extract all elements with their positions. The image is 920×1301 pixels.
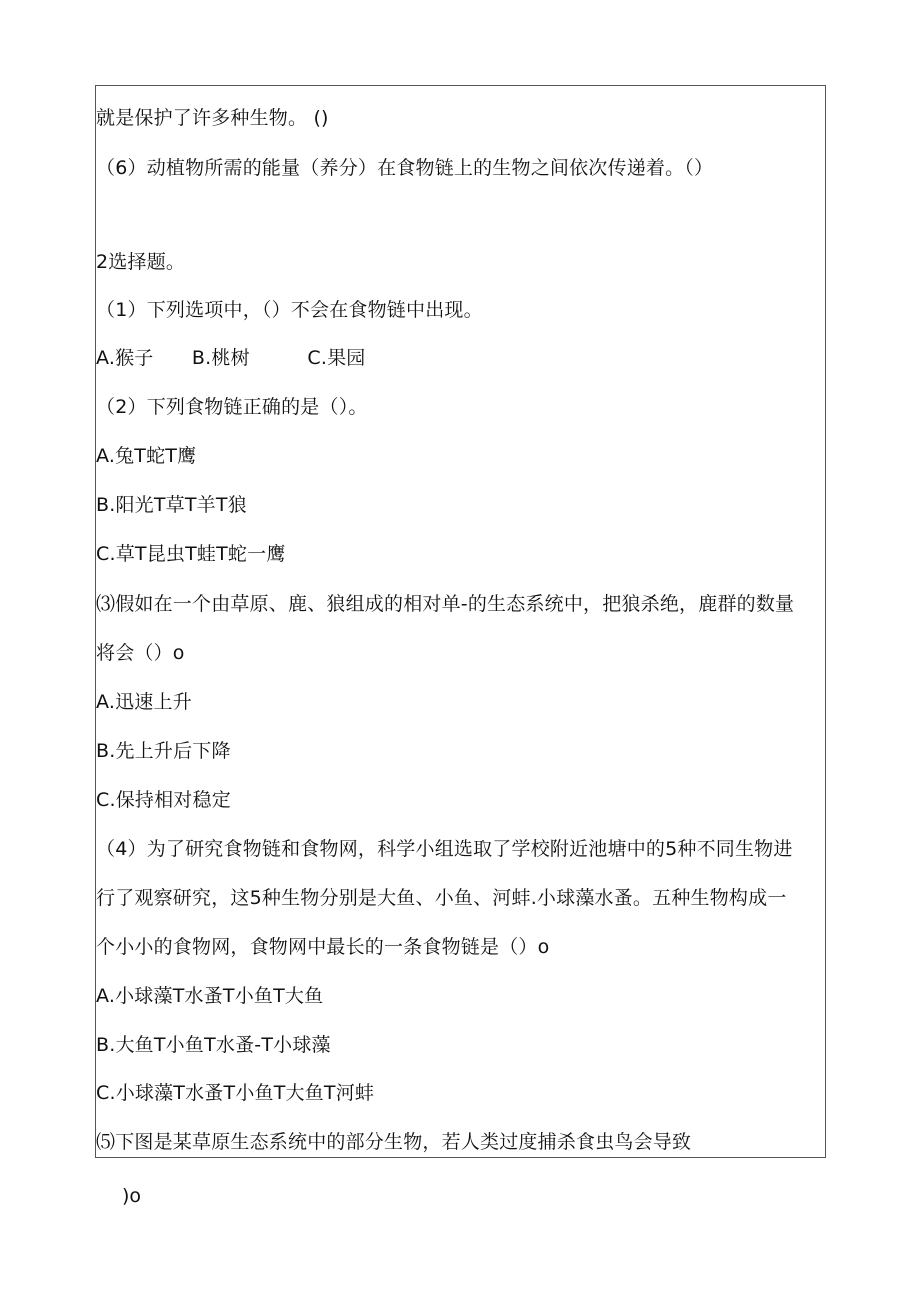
question-text: 将会（）o: [96, 642, 185, 664]
answer-option: B.大鱼T小鱼T水蚤-T小球藻: [96, 1034, 331, 1056]
answer-option: C.小球藻T水蚤T小鱼T大鱼T河蚌: [96, 1082, 375, 1104]
question-text: 个小小的食物网，食物网中最长的一条食物链是（）o: [96, 936, 550, 958]
question-text: 行了观察研究，这5种生物分别是大鱼、小鱼、河蚌.小球藻水蚤。五种生物构成一: [96, 887, 787, 909]
text-line: （6）动植物所需的能量（养分）在食物链上的生物之间依次传递着。（）: [96, 157, 714, 179]
answer-option: C.草T昆虫T蛙T蛇一鹰: [96, 543, 286, 565]
text-line: 就是保护了许多种生物。 (): [96, 107, 329, 129]
answer-option: A.迅速上升: [96, 691, 192, 713]
answer-options: A.猴子 B.桃树 C.果园: [96, 347, 366, 369]
answer-option: B.先上升后下降: [96, 740, 231, 762]
question-text: ⑶假如在一个由草原、鹿、狼组成的相对单-的生态系统中，把狼杀绝，鹿群的数量: [96, 593, 795, 615]
question-text: （4）为了研究食物链和食物网，科学小组选取了学校附近池塘中的5种不同生物进: [96, 838, 793, 860]
answer-option: B.阳光T草T羊T狼: [96, 494, 247, 516]
answer-option: C.保持相对稳定: [96, 789, 231, 811]
answer-option: A.小球藻T水蚤T小鱼T大鱼: [96, 985, 324, 1007]
answer-option: A.兔T蛇T鹰: [96, 445, 197, 467]
trailing-text: )o: [122, 1185, 142, 1207]
question-text: （2）下列食物链正确的是（）。: [96, 396, 368, 418]
section-heading: 2选择题。: [96, 251, 186, 273]
question-text: （1）下列选项中，（）不会在食物链中出现。: [96, 299, 483, 321]
question-text: ⑸下图是某草原生态系统中的部分生物，若人类过度捕杀食虫鸟会导致: [96, 1131, 692, 1153]
